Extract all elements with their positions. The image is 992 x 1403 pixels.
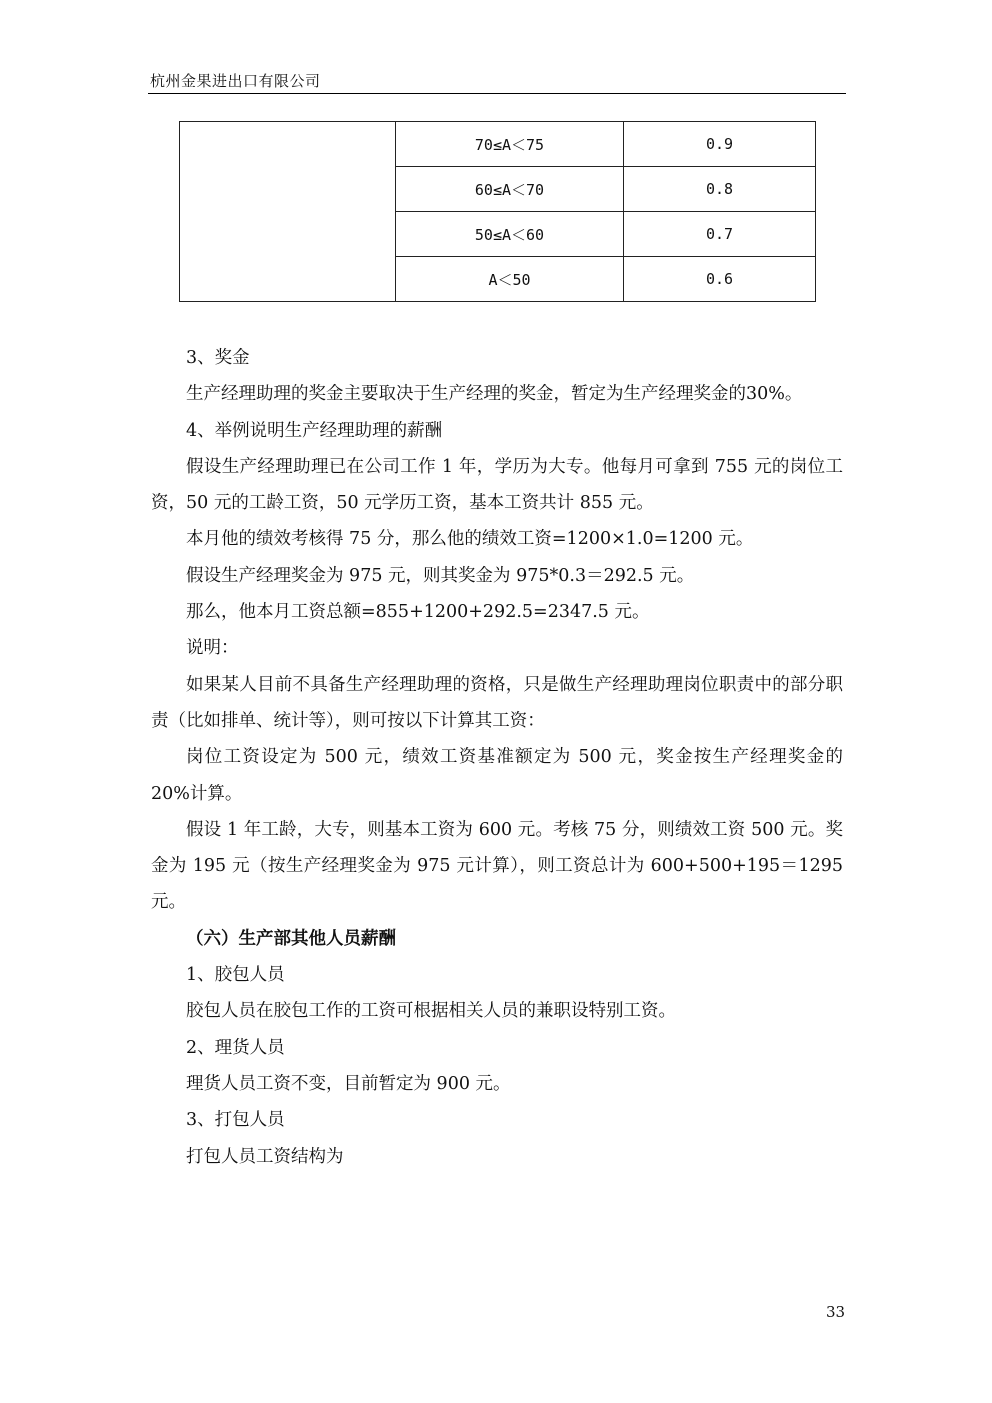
coefficient-table [179, 121, 816, 302]
coefficient-cell: 0.9 [624, 122, 816, 167]
score-range-cell: 70≤A＜75 [396, 122, 624, 167]
document-body [151, 340, 843, 1175]
paragraph: 本月他的绩效考核得 75 分，那么他的绩效工资=1200×1.0=1200 元。 [186, 529, 754, 550]
paragraph: 那么，他本月工资总额=855+1200+292.5=2347.5 元。 [186, 602, 650, 623]
score-range-cell: 60≤A＜70 [396, 167, 624, 212]
table-row [180, 122, 816, 167]
paragraph: 如果某人目前不具备生产经理助理的资格，只是做生产经理助理岗位职责中的部分职责（比如排单、统计等），则可按以下计算其工资： [151, 674, 843, 731]
header-rule [148, 93, 846, 94]
paragraph: 3、打包人员 [186, 1110, 285, 1131]
paragraph: 假设 1 年工龄，大专，则基本工资为 600 元。考核 75 分，则绩效工资 500 元。奖金为 195 元（按生产经理奖金为 975 元计算），则工资总计为 600+500+195＝1295 元。 [151, 819, 843, 913]
paragraph: 2、理货人员 [186, 1037, 285, 1058]
paragraph: 4、举例说明生产经理助理的薪酬 [186, 420, 443, 441]
paragraph: 岗位工资设定为 500 元，绩效工资基准额定为 500 元，奖金按生产经理奖金的 20%计算。 [151, 747, 843, 804]
page-number: 33 [826, 1303, 846, 1321]
section-heading: （六）生产部其他人员薪酬 [186, 928, 396, 949]
coefficient-cell: 0.8 [624, 167, 816, 212]
paragraph: 1、胶包人员 [186, 965, 285, 986]
paragraph: 理货人员工资不变，目前暂定为 900 元。 [186, 1073, 511, 1094]
table-merged-cell [180, 122, 396, 302]
paragraph: 假设生产经理助理已在公司工作 1 年，学历为大专。他每月可拿到 755 元的岗位工资，50 元的工龄工资，50 元学历工资，基本工资共计 855 元。 [151, 456, 843, 514]
paragraph: 3、奖金 [186, 348, 250, 368]
paragraph: 打包人员工资结构为 [186, 1146, 344, 1167]
paragraph: 胶包人员在胶包工作的工资可根据相关人员的兼职设特别工资。 [186, 1001, 676, 1022]
coefficient-cell: 0.6 [624, 257, 816, 302]
paragraph: 说明： [186, 638, 239, 659]
coefficient-cell: 0.7 [624, 212, 816, 257]
paragraph: 生产经理助理的奖金主要取决于生产经理的奖金，暂定为生产经理奖金的30%。 [186, 384, 803, 405]
score-range-cell: 50≤A＜60 [396, 212, 624, 257]
paragraph: 假设生产经理奖金为 975 元，则其奖金为 975*0.3＝292.5 元。 [186, 565, 695, 586]
page-header-company: 杭州金果进出口有限公司 [150, 72, 321, 90]
score-range-cell: A＜50 [396, 257, 624, 302]
